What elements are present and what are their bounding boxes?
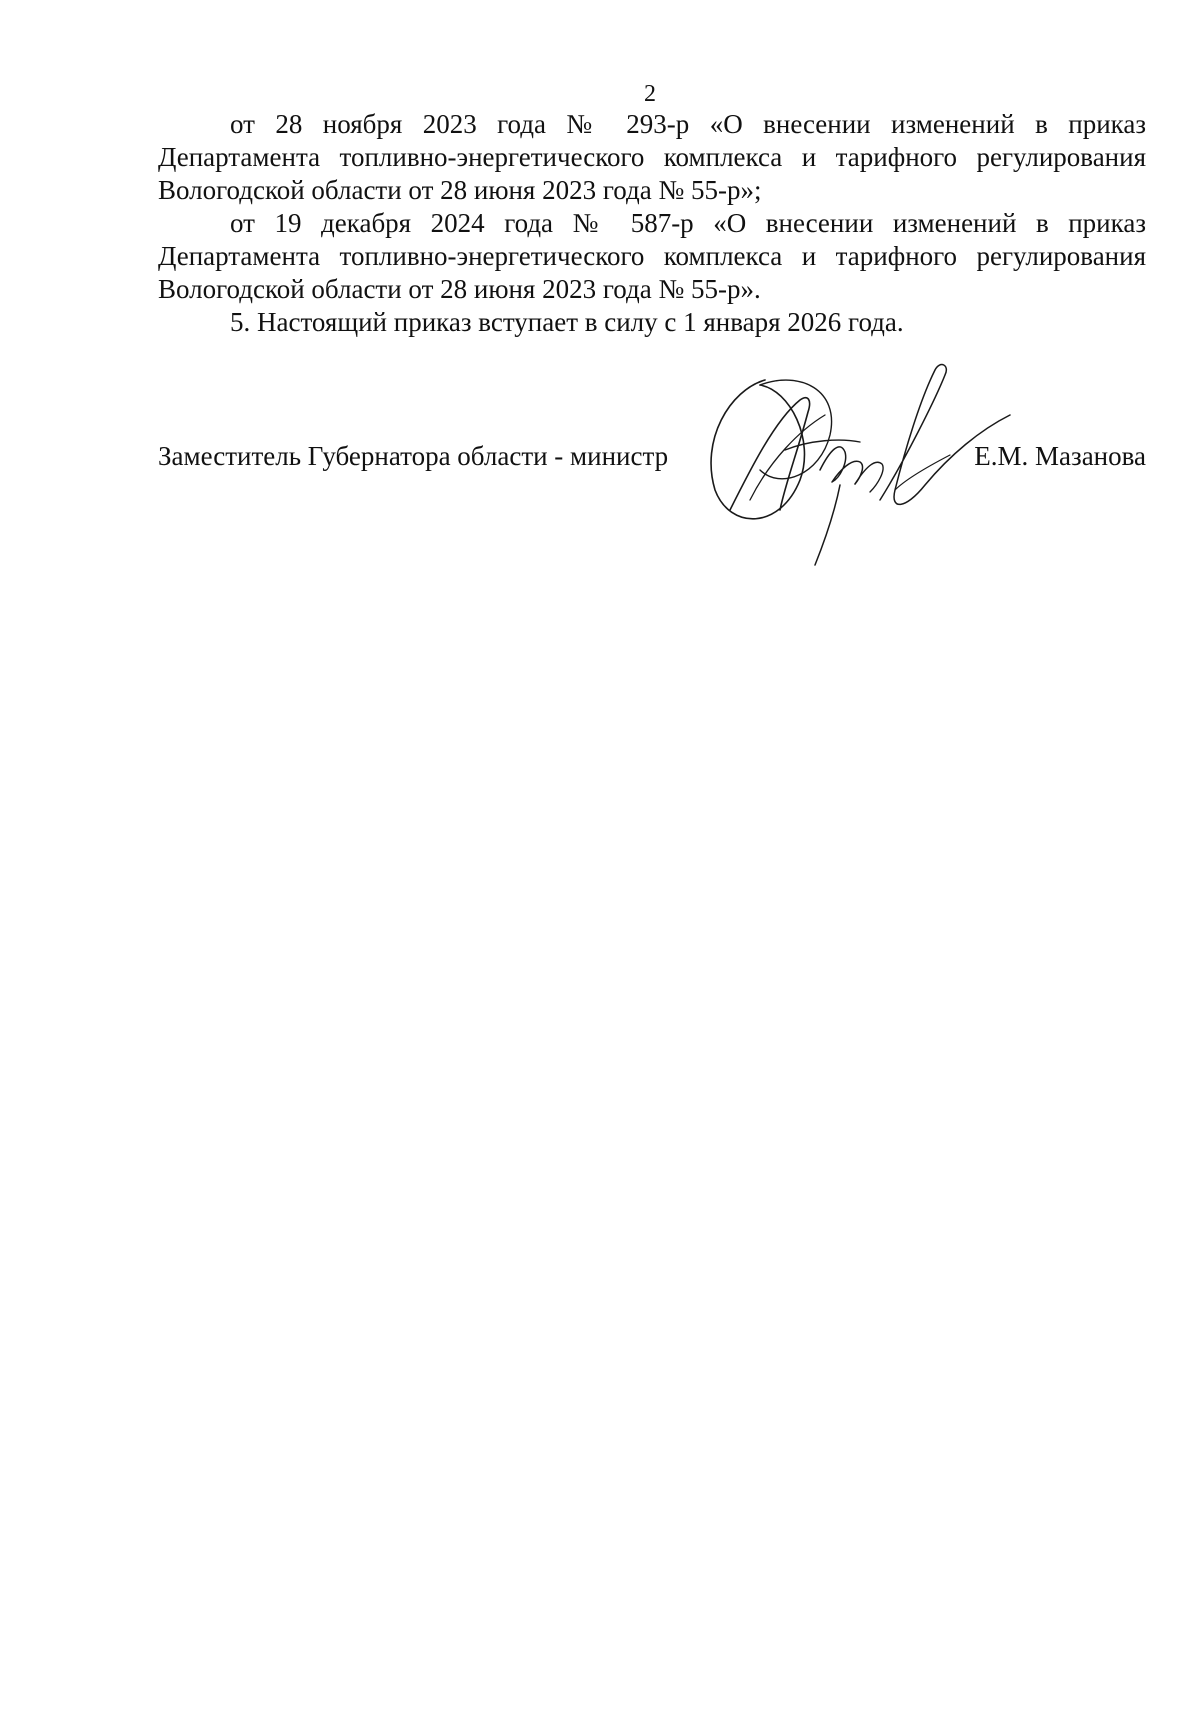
- paragraph-amendment-293: от 28 ноября 2023 года № 293-р «О внесении изменений в приказ Департамента топливно-энергетического комплекса и тарифного регулирования Вологодской области от 28 июня 2023 года № 55-р»;: [158, 109, 1146, 205]
- signer-name: Е.М. Мазанова: [974, 441, 1146, 471]
- paragraph-amendment-587: от 19 декабря 2024 года № 587-р «О внесении изменений в приказ Департамента топливно-энергетического комплекса и тарифного регулирования Вологодской области от 28 июня 2023 года № 55-р».: [158, 208, 1146, 304]
- handwritten-signature: [690, 360, 1020, 570]
- paragraph-effective-date: 5. Настоящий приказ вступает в силу с 1 января 2026 года.: [230, 307, 904, 337]
- document-body: [158, 108, 1146, 339]
- signer-position: Заместитель Губернатора области - министр: [158, 441, 669, 471]
- page-number: 2: [644, 81, 656, 107]
